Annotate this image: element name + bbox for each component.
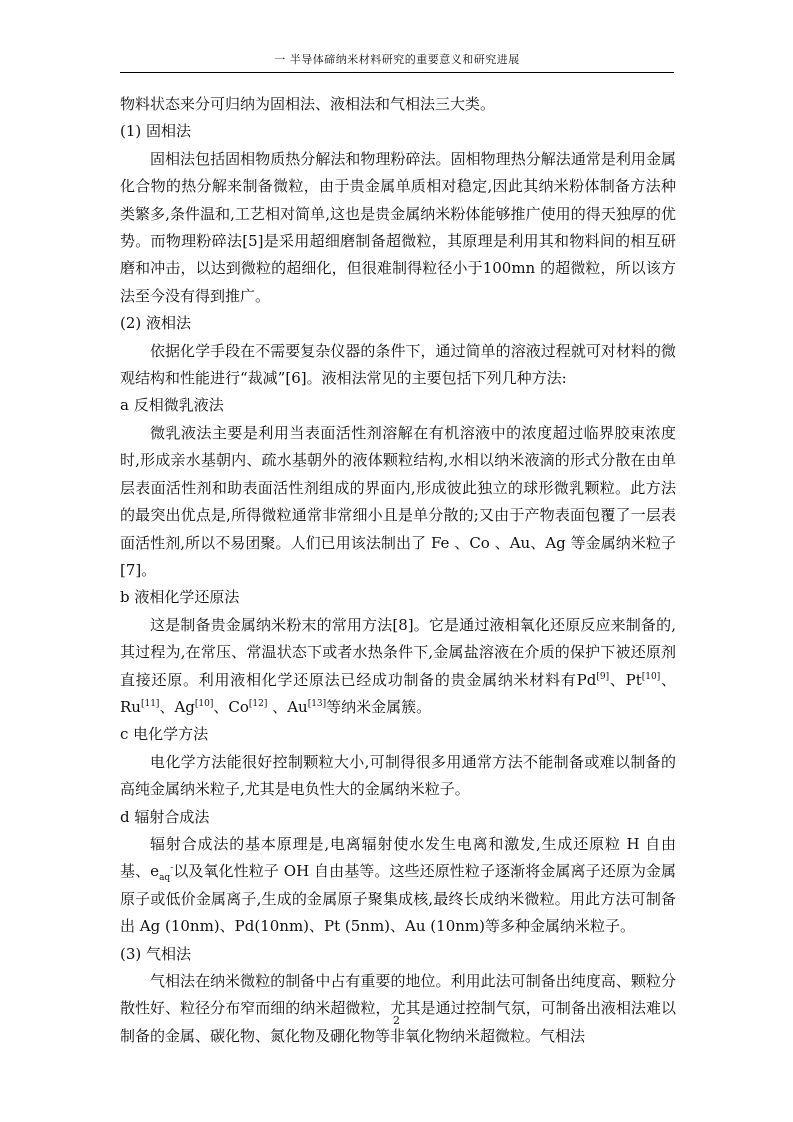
metals-tail: 等纳米金属簇。 [326, 697, 432, 716]
ref-au: [13] [307, 698, 327, 709]
separator: 、 [660, 670, 676, 689]
eaq-superscript: - [170, 863, 174, 874]
radiation-text-end: 以及氧化性粒子 OH 自由基等。这些还原性粒子逐渐将金属离子还原为金属原子或低价金属离子,生成的金属原子聚集成核,最终长成纳米微粒。用此方法可制备出 Ag (10nm)、Pd(10nm)、Pt (5nm)、Au (10nm)等多种金属纳米粒子。 [120, 862, 676, 936]
liquid-phase-paragraph: 依据化学手段在不需要复杂仪器的条件下，通过简单的溶液过程就可对材料的微观结构和性能进行“裁减”[6]。液相法常见的主要包括下列几种方法: [120, 341, 676, 388]
separator: 、 [159, 697, 175, 716]
metal-pd: Pd [576, 670, 597, 689]
radiation-paragraph [120, 831, 676, 941]
subsection-heading-chemical-reduction: b 液相化学还原法 [120, 588, 240, 607]
page-body [120, 91, 676, 1050]
header-rule [120, 72, 674, 73]
ref-co: [12] [248, 698, 268, 709]
section-heading-liquid-phase: (2) 液相法 [120, 314, 192, 333]
subsection-heading-electrochemical: c 电化学方法 [120, 725, 209, 744]
separator: 、 [609, 670, 626, 689]
section-heading-gas-phase: (3) 气相法 [120, 944, 192, 963]
ref-pt: [10] [641, 671, 661, 682]
gas-phase-paragraph: 气相法在纳米微粒的制备中占有重要的地位。利用此法可制备出纯度高、颗粒分散性好、粒径分布窄而细的纳米超微粒，尤其是通过控制气氛，可制备出液相法难以制备的金属、碳化物、氮化物及硼化物等非氧化物纳米超微粒。气相法 [120, 972, 676, 1045]
chemical-reduction-paragraph [120, 612, 676, 722]
metal-co: Co [228, 697, 249, 716]
intro-paragraph: 物料状态来分可归纳为固相法、液相法和气相法三大类。 [120, 95, 496, 113]
metal-ru: Ru [120, 697, 141, 716]
microemulsion-paragraph: 微乳液法主要是利用当表面活性剂溶解在有机溶液中的浓度超过临界胶束浓度时,形成亲水基朝内、疏水基朝外的液体颗粒结构,水相以纳米液滴的形式分散在由单层表面活性剂和助表面活性剂组成的界面内,形成彼此独立的球形微乳颗粒。此方法的最突出优点是,所得微粒通常非常细小且是单分散的;又由于产物表面包覆了一层表面活性剂,所以不易团聚。人们已用该法制出了 Fe 、Co 、Au、Ag 等金属纳米粒子[7]。 [120, 423, 676, 579]
subsection-heading-radiation: d 辐射合成法 [120, 807, 210, 826]
separator: 、 [213, 697, 229, 716]
running-header: 一 半导体碲纳米材料研究的重要意义和研究进展 [274, 53, 520, 66]
metal-au: Au [287, 697, 308, 716]
eaq-subscript: aq [159, 873, 171, 884]
radiation-text-start: 辐射合成法的基本原理是,电离辐射使水发生电离和激发,生成还原粒 H 自由基、e [120, 834, 676, 881]
electrochemical-paragraph: 电化学方法能很好控制颗粒大小,可制得很多用通常方法不能制备或难以制备的高纯金属纳米粒子,尤其是电负性大的金属纳米粒子。 [120, 752, 676, 799]
chemical-reduction-text: 这是制备贵金属纳米粉末的常用方法[8]。它是通过液相氧化还原反应来制备的,其过程为,在常压、常温状态下或者水热条件下,金属盐溶液在介质的保护下被还原剂直接还原。利用液相化学还原法已经成功制备的贵金属纳米材料有 [120, 615, 676, 689]
separator: 、 [267, 697, 288, 716]
section-heading-solid-phase: (1) 固相法 [120, 122, 192, 141]
metal-ag: Ag [174, 697, 195, 716]
page-number: 2 [393, 1014, 400, 1027]
metal-pt: Pt [625, 670, 642, 689]
subsection-heading-microemulsion: a 反相微乳液法 [120, 396, 224, 415]
ref-ag: [10] [194, 698, 214, 709]
ref-ru: [11] [140, 698, 160, 709]
ref-pd: [9] [596, 671, 610, 682]
solid-phase-paragraph: 固相法包括固相物质热分解法和物理粉碎法。固相物理热分解法通常是利用金属化合物的热分解来制备微粒，由于贵金属单质相对稳定,因此其纳米粉体制备方法种类繁多,条件温和,工艺相对简单,这也是贵金属纳米粉体能够推广使用的得天独厚的优势。而物理粉碎法[5]是采用超细磨制备超微粒，其原理是利用其和物料间的相互研磨和冲击，以达到微粒的超细化，但很难制得粒径小于100mn 的超微粒，所以该方法至今没有得到推广。 [120, 149, 676, 305]
